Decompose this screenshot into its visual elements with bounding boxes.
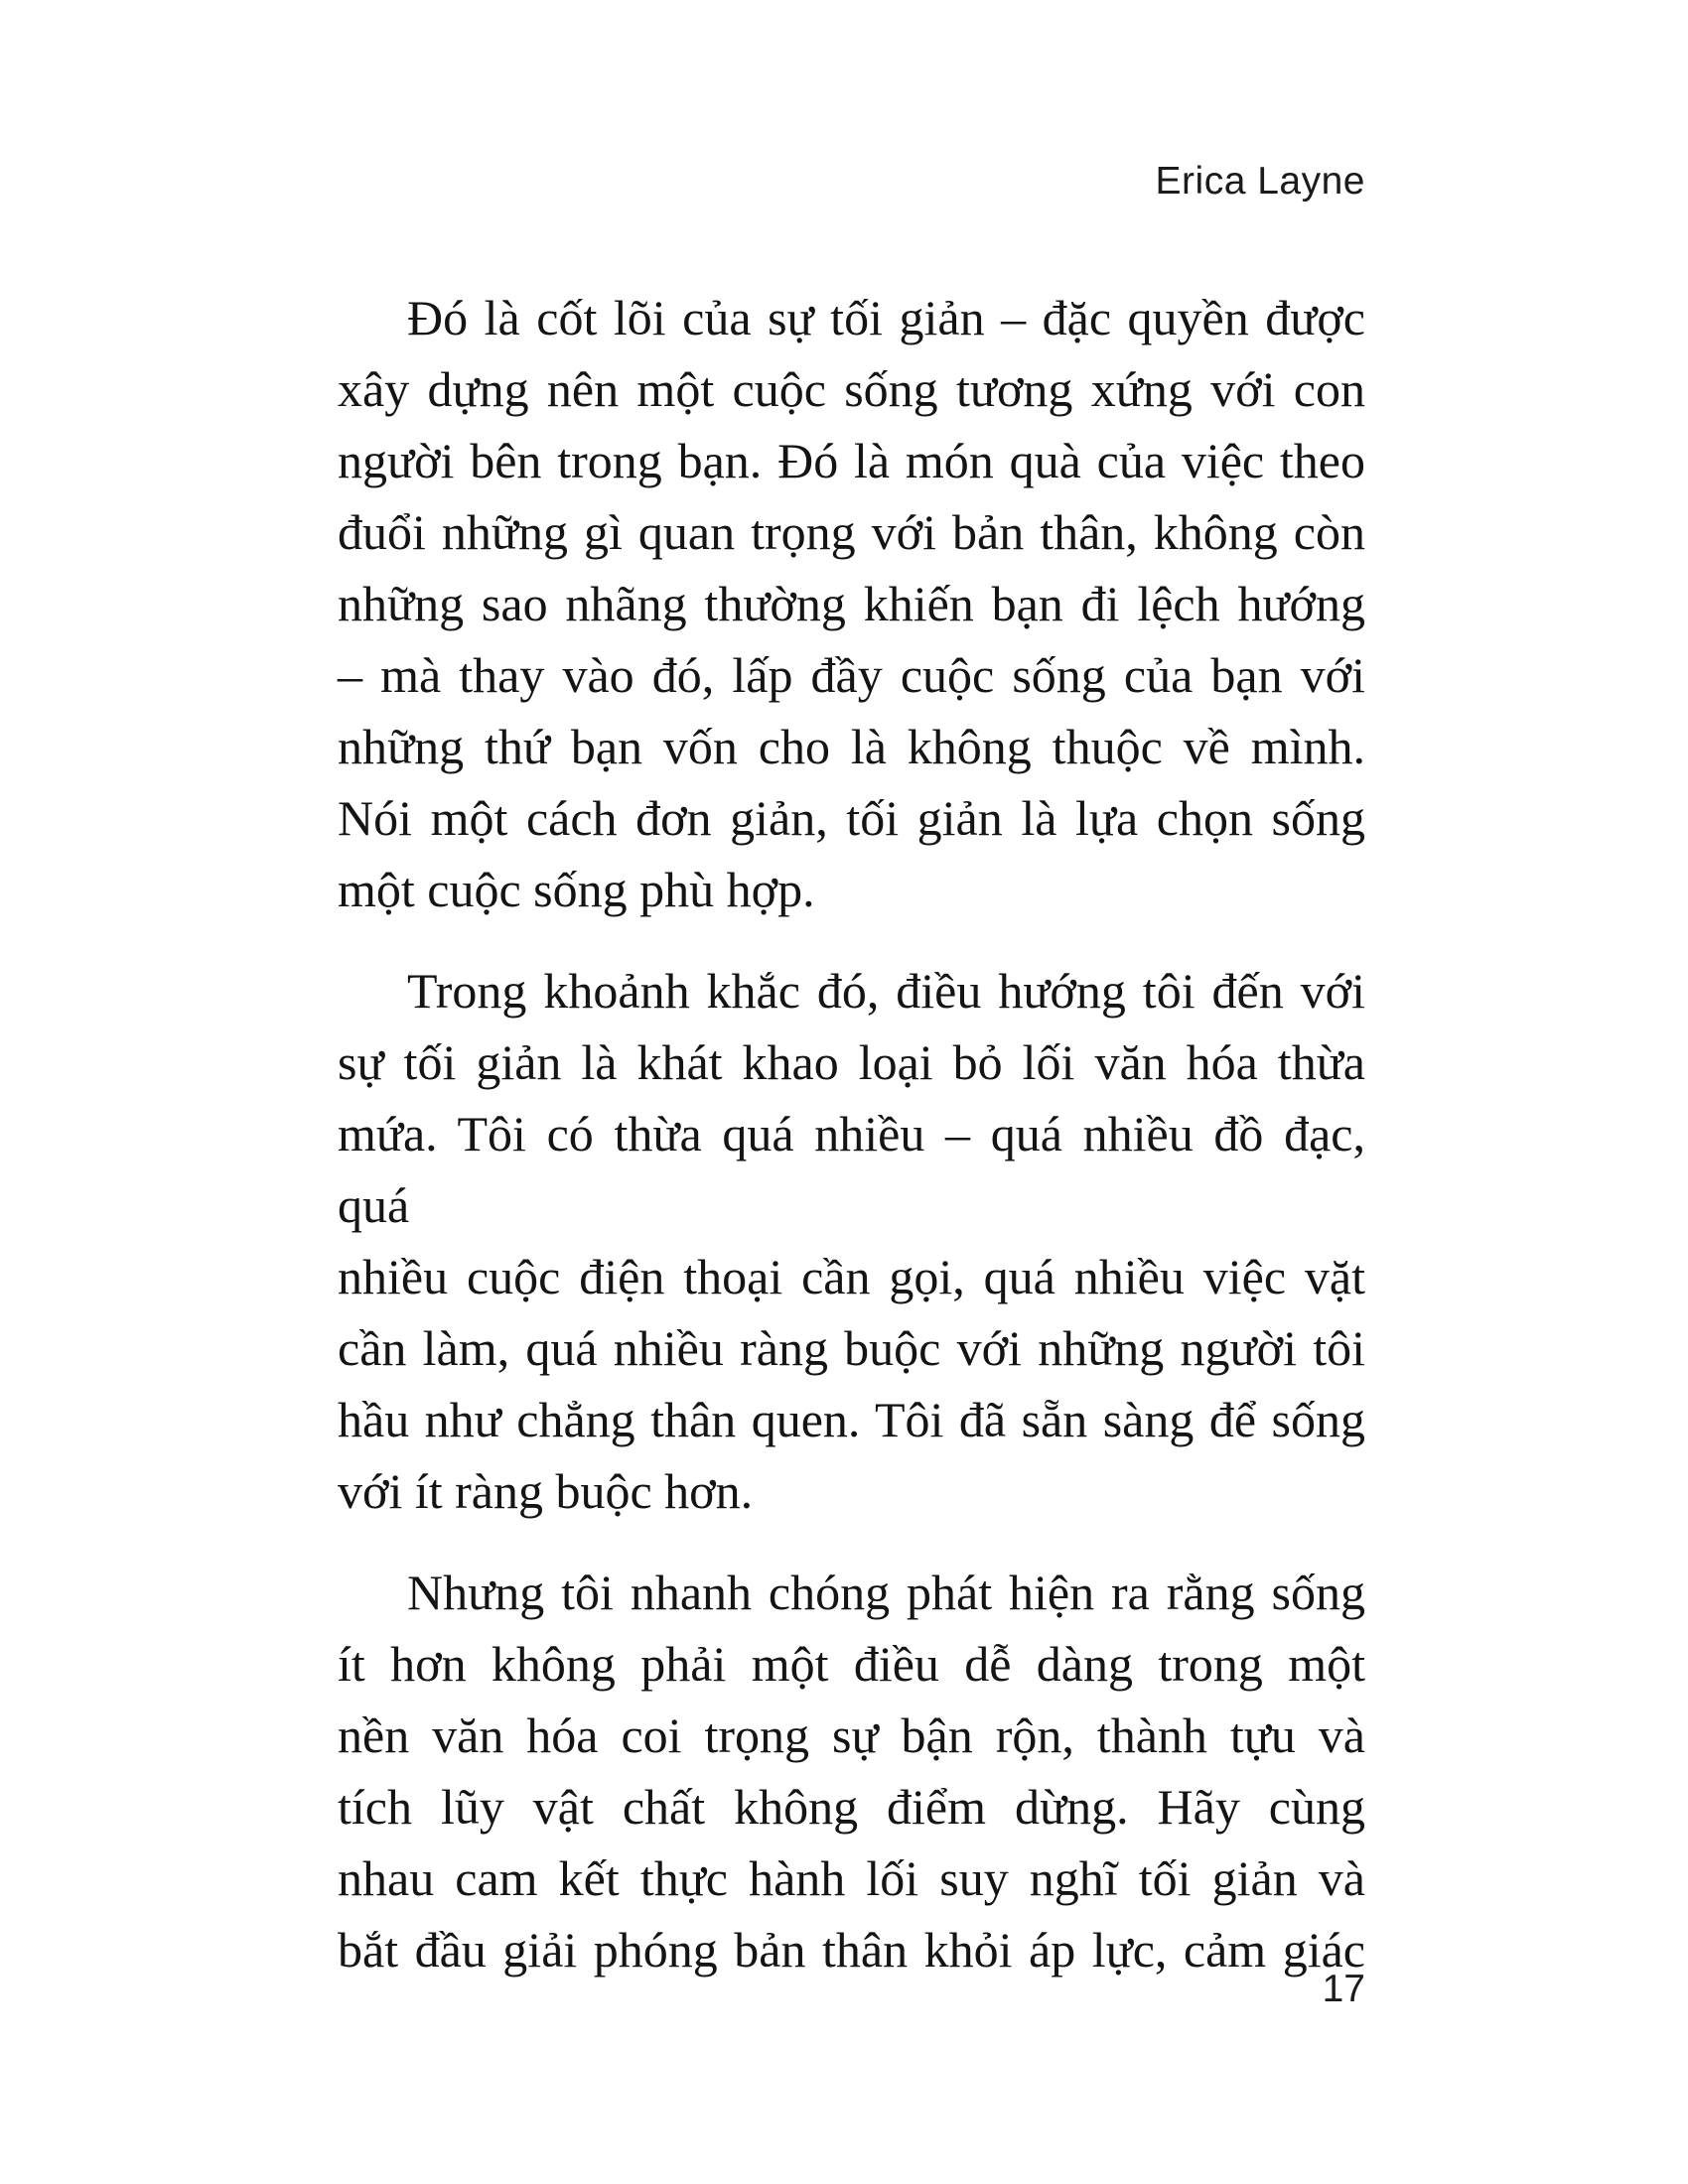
- body-line: cần làm, quá nhiều ràng buộc với những người tôi: [338, 1320, 1365, 1376]
- body-line: những sao nhãng thường khiến bạn đi lệch hướng: [338, 576, 1365, 631]
- body-line: xây dựng nên một cuộc sống tương xứng với con: [338, 361, 1365, 417]
- page-footer: [338, 1969, 1365, 2010]
- body-line: người bên trong bạn. Đó là món quà của việc theo: [338, 433, 1365, 488]
- page-number: 17: [1322, 1968, 1365, 2010]
- body-line: Đó là cốt lõi của sự tối giản – đặc quyền được: [407, 290, 1365, 345]
- body-line: sự tối giản là khát khao loại bỏ lối văn hóa thừa: [338, 1034, 1365, 1090]
- paragraph: [338, 282, 1365, 925]
- body-line: những thứ bạn vốn cho là không thuộc về mình.: [338, 719, 1365, 774]
- paragraph: [338, 1557, 1365, 1985]
- body-line: Trong khoảnh khắc đó, điều hướng tôi đến với: [407, 963, 1365, 1019]
- body-line: một cuộc sống phù hợp.: [338, 862, 815, 917]
- body-line: với ít ràng buộc hơn.: [338, 1463, 754, 1519]
- body-line: nhiều cuộc điện thoại cần gọi, quá nhiều việc vặt: [338, 1249, 1365, 1304]
- running-title: Erica Layne: [1155, 160, 1365, 203]
- body-line: nền văn hóa coi trọng sự bận rộn, thành tựu và: [338, 1707, 1365, 1763]
- body-line: ít hơn không phải một điều dễ dàng trong một: [338, 1636, 1365, 1692]
- body-line: Nhưng tôi nhanh chóng phát hiện ra rằng sống: [407, 1565, 1365, 1620]
- body-line: đuổi những gì quan trọng với bản thân, không còn: [338, 504, 1365, 560]
- body-line: hầu như chẳng thân quen. Tôi đã sẵn sàng để sống: [338, 1392, 1365, 1447]
- body-text: [338, 282, 1365, 2015]
- body-line: bắt đầu giải phóng bản thân khỏi áp lực, cảm giác: [338, 1922, 1365, 1978]
- body-line: tích lũy vật chất không điểm dừng. Hãy cùng: [338, 1779, 1365, 1835]
- body-line: – mà thay vào đó, lấp đầy cuộc sống của bạn với: [338, 647, 1365, 703]
- body-line: mứa. Tôi có thừa quá nhiều – quá nhiều đồ đạc, quá: [338, 1106, 1365, 1233]
- running-header: [338, 161, 1365, 203]
- body-line: nhau cam kết thực hành lối suy nghĩ tối giản và: [338, 1850, 1365, 1906]
- paragraph: [338, 955, 1365, 1527]
- body-line: Nói một cách đơn giản, tối giản là lựa chọn sống: [338, 790, 1365, 846]
